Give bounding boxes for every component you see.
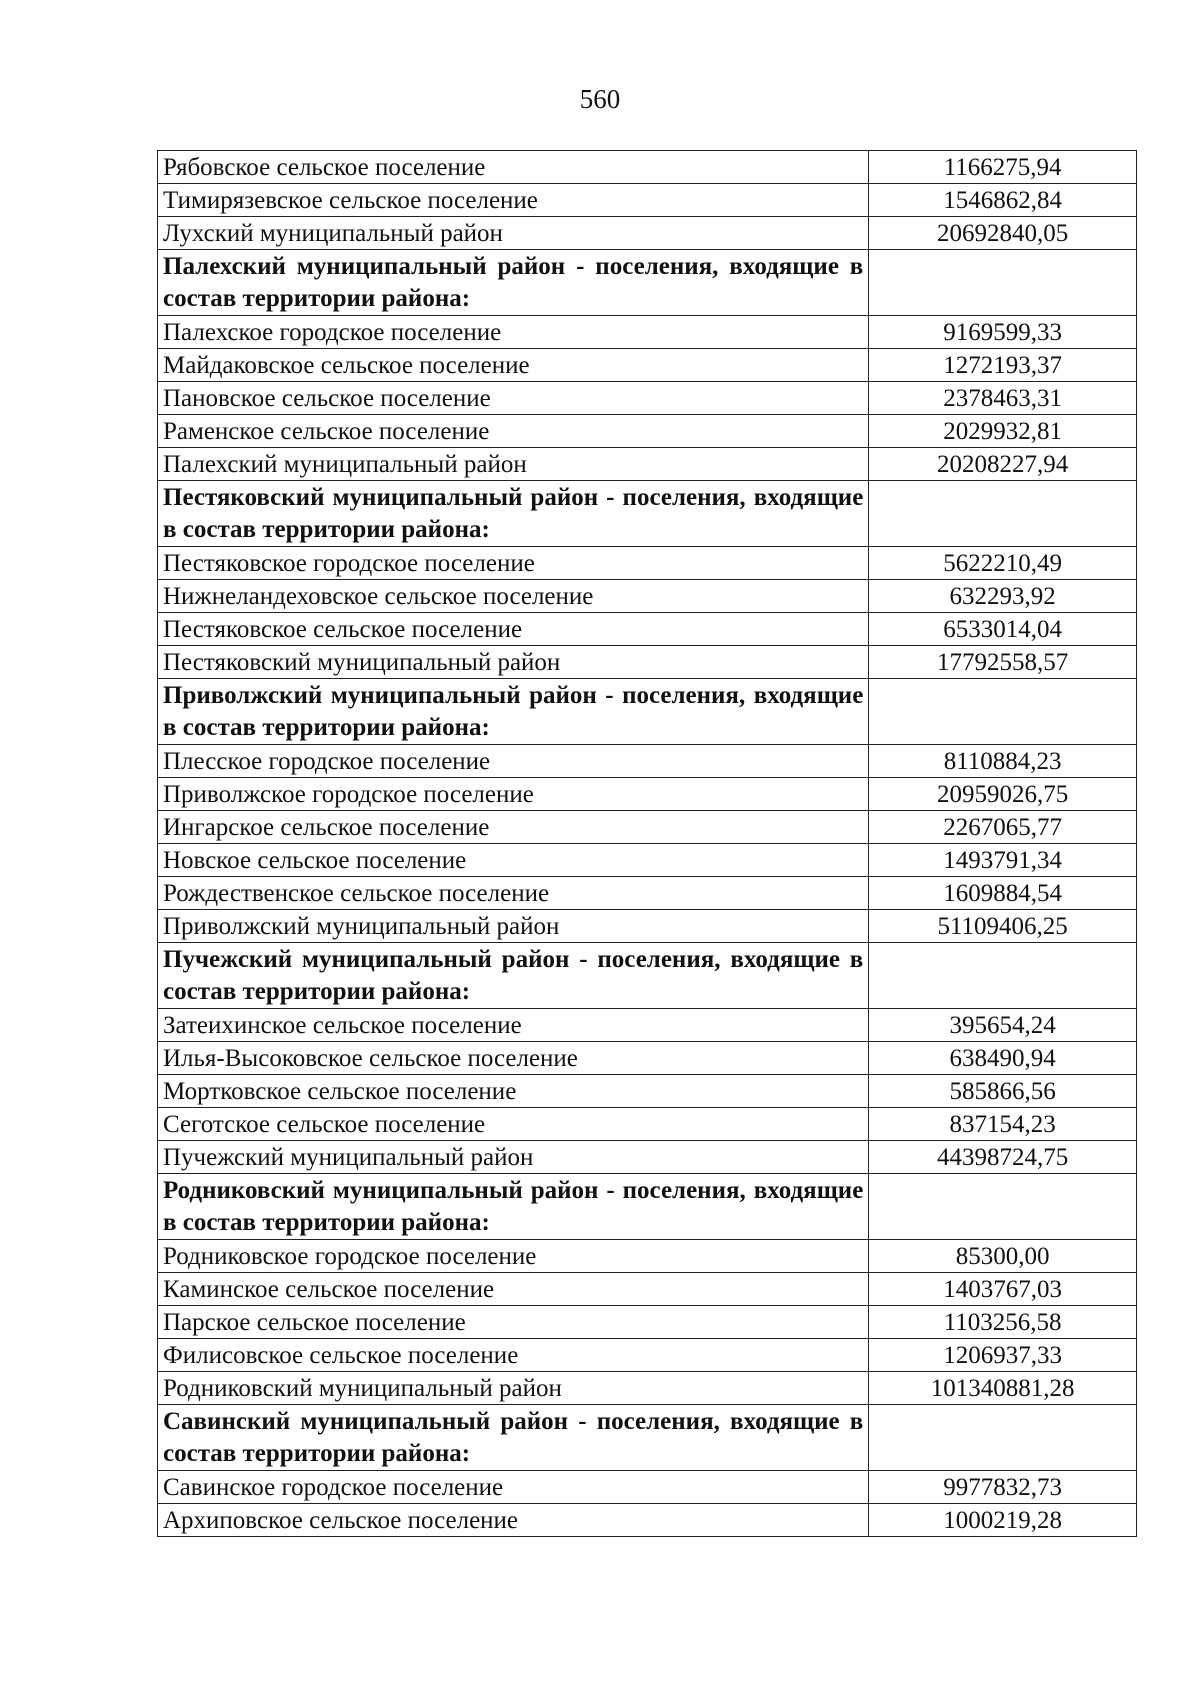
amount-cell: 837154,23: [869, 1108, 1137, 1141]
table-row: [158, 448, 1137, 481]
amount-cell: 585866,56: [869, 1075, 1137, 1108]
group-header-row: [158, 943, 1137, 1009]
amount-cell: 20208227,94: [869, 448, 1137, 481]
group-header-row: [158, 481, 1137, 547]
settlement-name-cell: Мортковское сельское поселение: [158, 1075, 869, 1108]
table-row: [158, 1009, 1137, 1042]
settlement-name-cell: Пучежский муниципальный район: [158, 1141, 869, 1174]
amount-cell: 9977832,73: [869, 1471, 1137, 1504]
settlement-name-cell: Сеготское сельское поселение: [158, 1108, 869, 1141]
settlement-name-cell: Пестяковский муниципальный район: [158, 646, 869, 679]
amount-cell: 44398724,75: [869, 1141, 1137, 1174]
amount-cell: 85300,00: [869, 1240, 1137, 1273]
amount-cell: 51109406,25: [869, 910, 1137, 943]
amount-cell: 20692840,05: [869, 217, 1137, 250]
group-empty-value-cell: [869, 1405, 1137, 1471]
group-empty-value-cell: [869, 943, 1137, 1009]
settlement-name-cell: Плесское городское поселение: [158, 745, 869, 778]
amount-cell: 632293,92: [869, 580, 1137, 613]
amount-cell: 1166275,94: [869, 151, 1137, 184]
settlement-name-cell: Новское сельское поселение: [158, 844, 869, 877]
table-row: [158, 316, 1137, 349]
amount-cell: 1609884,54: [869, 877, 1137, 910]
table-row: [158, 382, 1137, 415]
amount-cell: 1206937,33: [869, 1339, 1137, 1372]
settlement-name-cell: Лухский муниципальный район: [158, 217, 869, 250]
table-row: [158, 745, 1137, 778]
table-row: [158, 415, 1137, 448]
settlement-name-cell: Рождественское сельское поселение: [158, 877, 869, 910]
amount-cell: 17792558,57: [869, 646, 1137, 679]
group-empty-value-cell: [869, 250, 1137, 316]
table-row: [158, 877, 1137, 910]
amount-cell: 638490,94: [869, 1042, 1137, 1075]
table-body: [158, 151, 1137, 1537]
table-row: [158, 1339, 1137, 1372]
settlement-name-cell: Затеихинское сельское поселение: [158, 1009, 869, 1042]
amount-cell: 1546862,84: [869, 184, 1137, 217]
table-row: [158, 184, 1137, 217]
settlement-name-cell: Филисовское сельское поселение: [158, 1339, 869, 1372]
group-header-row: [158, 679, 1137, 745]
group-empty-value-cell: [869, 679, 1137, 745]
settlement-name-cell: Родниковское городское поселение: [158, 1240, 869, 1273]
settlement-name-cell: Парское сельское поселение: [158, 1306, 869, 1339]
settlement-name-cell: Рябовское сельское поселение: [158, 151, 869, 184]
settlement-name-cell: Каминское сельское поселение: [158, 1273, 869, 1306]
settlement-name-cell: Ингарское сельское поселение: [158, 811, 869, 844]
amount-cell: 20959026,75: [869, 778, 1137, 811]
amount-cell: 8110884,23: [869, 745, 1137, 778]
settlement-name-cell: Пестяковское сельское поселение: [158, 613, 869, 646]
group-title-cell: Палехский муниципальный район - поселения, входящие в состав территории района:: [158, 250, 869, 316]
group-header-row: [158, 1174, 1137, 1240]
amount-cell: 101340881,28: [869, 1372, 1137, 1405]
amount-cell: 395654,24: [869, 1009, 1137, 1042]
table-row: [158, 1075, 1137, 1108]
table-row: [158, 811, 1137, 844]
group-title-cell: Савинский муниципальный район - поселения, входящие в состав территории района:: [158, 1405, 869, 1471]
group-header-row: [158, 250, 1137, 316]
settlement-name-cell: Пановское сельское поселение: [158, 382, 869, 415]
settlement-name-cell: Архиповское сельское поселение: [158, 1504, 869, 1537]
amount-cell: 1000219,28: [869, 1504, 1137, 1537]
amount-cell: 2378463,31: [869, 382, 1137, 415]
budget-table: [157, 150, 1137, 1537]
amount-cell: 2029932,81: [869, 415, 1137, 448]
table-row: [158, 1504, 1137, 1537]
group-header-row: [158, 1405, 1137, 1471]
table-row: [158, 1141, 1137, 1174]
amount-cell: 1493791,34: [869, 844, 1137, 877]
amount-cell: 9169599,33: [869, 316, 1137, 349]
group-title-cell: Пучежский муниципальный район - поселения, входящие в состав территории района:: [158, 943, 869, 1009]
table-row: [158, 613, 1137, 646]
amount-cell: 1272193,37: [869, 349, 1137, 382]
table-row: [158, 1306, 1137, 1339]
amount-cell: 6533014,04: [869, 613, 1137, 646]
settlement-name-cell: Тимирязевское сельское поселение: [158, 184, 869, 217]
table-row: [158, 1372, 1137, 1405]
group-title-cell: Приволжский муниципальный район - поселения, входящие в состав территории района:: [158, 679, 869, 745]
table-row: [158, 1273, 1137, 1306]
settlement-name-cell: Палехское городское поселение: [158, 316, 869, 349]
settlement-name-cell: Илья-Высоковское сельское поселение: [158, 1042, 869, 1075]
table-row: [158, 646, 1137, 679]
table-row: [158, 349, 1137, 382]
page-number: 560: [579, 84, 621, 114]
group-title-cell: Родниковский муниципальный район - поселения, входящие в состав территории района:: [158, 1174, 869, 1240]
group-empty-value-cell: [869, 1174, 1137, 1240]
settlement-name-cell: Раменское сельское поселение: [158, 415, 869, 448]
table-row: [158, 547, 1137, 580]
table-row: [158, 217, 1137, 250]
amount-cell: 1103256,58: [869, 1306, 1137, 1339]
table-row: [158, 1108, 1137, 1141]
table-row: [158, 1042, 1137, 1075]
table-row: [158, 778, 1137, 811]
table-row: [158, 1240, 1137, 1273]
settlement-name-cell: Приволжское городское поселение: [158, 778, 869, 811]
settlement-name-cell: Савинское городское поселение: [158, 1471, 869, 1504]
table-row: [158, 1471, 1137, 1504]
settlement-name-cell: Приволжский муниципальный район: [158, 910, 869, 943]
settlement-name-cell: Родниковский муниципальный район: [158, 1372, 869, 1405]
amount-cell: 1403767,03: [869, 1273, 1137, 1306]
group-empty-value-cell: [869, 481, 1137, 547]
table-row: [158, 910, 1137, 943]
settlement-name-cell: Майдаковское сельское поселение: [158, 349, 869, 382]
amount-cell: 5622210,49: [869, 547, 1137, 580]
group-title-cell: Пестяковский муниципальный район - поселения, входящие в состав территории района:: [158, 481, 869, 547]
amount-cell: 2267065,77: [869, 811, 1137, 844]
table-row: [158, 844, 1137, 877]
settlement-name-cell: Пестяковское городское поселение: [158, 547, 869, 580]
table-row: [158, 151, 1137, 184]
settlement-name-cell: Нижнеландеховское сельское поселение: [158, 580, 869, 613]
settlement-name-cell: Палехский муниципальный район: [158, 448, 869, 481]
table-row: [158, 580, 1137, 613]
